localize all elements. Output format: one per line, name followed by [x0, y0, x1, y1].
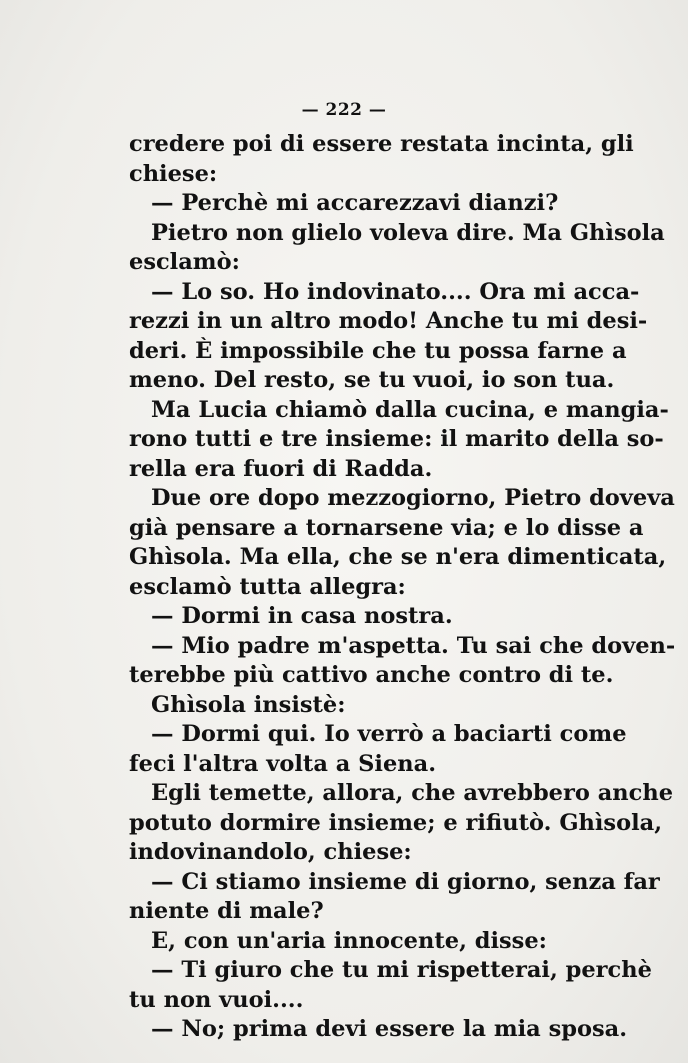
page-number: — 222 —: [301, 100, 387, 120]
text-line: Ghìsola. Ma ella, che se n'era dimenticata,: [129, 544, 667, 570]
text-line: chiese:: [129, 160, 218, 187]
text-line: — No; prima devi essere la mia sposa.: [151, 1016, 628, 1042]
text-line: — Ci stiamo insieme di giorno, senza far: [151, 868, 660, 895]
text-line: Due ore dopo mezzogiorno, Pietro doveva: [151, 485, 675, 511]
text-line: rezzi in un altro modo! Anche tu mi desi-: [129, 308, 648, 334]
text-line: Ma Lucia chiamò dalla cucina, e mangia-: [151, 396, 669, 423]
text-line: Egli temette, allora, che avrebbero anche: [151, 780, 674, 806]
text-line: — Mio padre m'aspetta. Tu sai che doven-: [151, 632, 676, 659]
text-line: indovinandolo, chiese:: [129, 839, 412, 865]
text-line: — Dormi in casa nostra.: [151, 603, 453, 629]
text-line: niente di male?: [129, 898, 324, 924]
text-line: — Lo so. Ho indovinato.... Ora mi acca-: [151, 278, 640, 305]
text-line: esclamò tutta allegra:: [129, 573, 406, 600]
text-line: potuto dormire insieme; e rifiutò. Ghìsola,: [129, 809, 663, 836]
text-line: Pietro non glielo voleva dire. Ma Ghìsola: [151, 219, 665, 246]
text-line: — Perchè mi accarezzavi dianzi?: [151, 190, 559, 216]
text-line: Ghìsola insistè:: [151, 691, 346, 718]
text-line: tu non vuoi....: [129, 986, 304, 1013]
text-line: rella era fuori di Radda.: [129, 455, 433, 482]
text-line: rono tutti e tre insieme: il marito della so-: [129, 426, 664, 452]
body-text: [129, 130, 676, 1045]
text-line: credere poi di essere restata incinta, gli: [129, 131, 634, 157]
text-line: feci l'altra volta a Siena.: [129, 750, 437, 777]
text-line: già pensare a tornarsene via; e lo disse a: [129, 514, 644, 541]
text-line: esclamò:: [129, 249, 240, 275]
text-line: E, con un'aria innocente, disse:: [151, 927, 547, 954]
text-line: — Dormi qui. Io verrò a baciarti come: [151, 721, 627, 747]
text-line: — Ti giuro che tu mi rispetterai, perchè: [151, 957, 652, 983]
text-line: deri. È impossibile che tu possa farne a: [129, 337, 627, 364]
text-line: meno. Del resto, se tu vuoi, io son tua.: [129, 367, 615, 393]
text-line: terebbe più cattivo anche contro di te.: [129, 662, 614, 688]
